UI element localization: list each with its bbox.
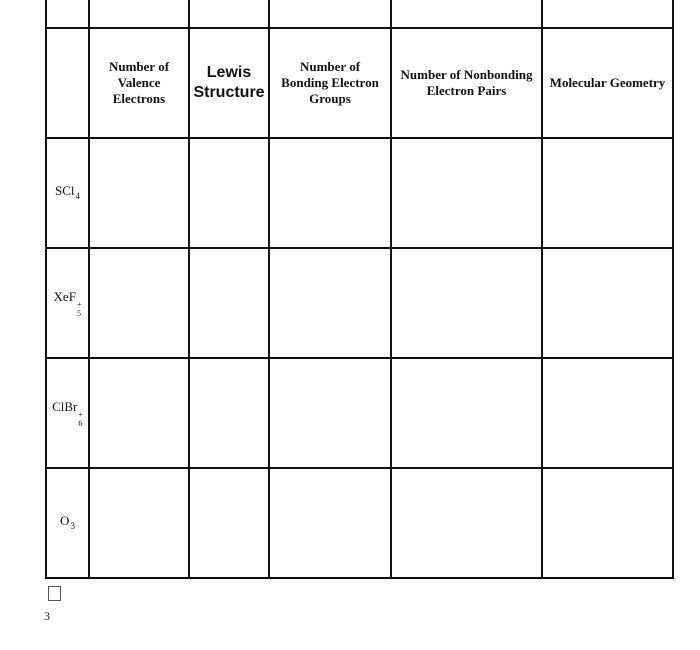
- molecular-geometry-table: [45, 0, 674, 579]
- empty-cell: [269, 0, 391, 28]
- empty-cell: [542, 0, 673, 28]
- empty-cell: [89, 0, 189, 28]
- header-valence-label: Number of Valence Electrons: [108, 59, 170, 106]
- answer-cell[interactable]: [189, 358, 269, 468]
- answer-cell[interactable]: [189, 248, 269, 358]
- table-row: [46, 138, 673, 248]
- molecule-formula: [52, 399, 83, 428]
- answer-cell[interactable]: [89, 248, 189, 358]
- header-bonding-groups: [269, 28, 391, 138]
- answer-cell[interactable]: [542, 138, 673, 248]
- formula-base: XeF: [53, 289, 76, 304]
- header-bonding-label: Number of Bonding Electron Groups: [281, 59, 379, 106]
- formula-subscript: 5: [76, 309, 81, 318]
- answer-cell[interactable]: [542, 358, 673, 468]
- formula-base: O: [60, 513, 70, 528]
- table-row: [46, 248, 673, 358]
- formula-base: SCl: [54, 183, 75, 198]
- formula-subscript: 4: [75, 191, 80, 201]
- answer-cell[interactable]: [269, 468, 391, 578]
- molecule-formula: [60, 513, 75, 534]
- molecule-formula: [54, 289, 82, 318]
- header-geometry-label: Molecular Geometry: [549, 75, 666, 90]
- answer-cell[interactable]: [391, 358, 542, 468]
- answer-cell[interactable]: [391, 138, 542, 248]
- header-lewis-label: Lewis Structure: [193, 64, 265, 101]
- formula-superscript: +: [76, 300, 82, 309]
- answer-cell[interactable]: [189, 138, 269, 248]
- formula-subscript: 3: [70, 521, 75, 531]
- header-nonbonding-pairs: [391, 28, 542, 138]
- answer-cell[interactable]: [189, 468, 269, 578]
- answer-cell[interactable]: [542, 248, 673, 358]
- formula-superscript: +: [78, 410, 83, 419]
- answer-cell[interactable]: [391, 248, 542, 358]
- molecule-cell: [46, 138, 89, 248]
- empty-cell: [46, 0, 89, 28]
- table-row: [46, 468, 673, 578]
- molecule-cell: [46, 358, 89, 468]
- answer-cell[interactable]: [89, 358, 189, 468]
- empty-cell: [189, 0, 269, 28]
- header-valence-electrons: [89, 28, 189, 138]
- formula-subscript: 6: [78, 419, 83, 428]
- header-molecular-geometry: [542, 28, 673, 138]
- answer-cell[interactable]: [89, 138, 189, 248]
- page-number: 3: [44, 609, 50, 623]
- answer-cell[interactable]: [391, 468, 542, 578]
- answer-cell[interactable]: [89, 468, 189, 578]
- header-lewis-structure: [189, 28, 269, 138]
- empty-cell: [391, 0, 542, 28]
- checkbox[interactable]: [48, 586, 61, 601]
- header-nonbonding-label: Number of Nonbonding Electron Pairs: [400, 67, 533, 98]
- table-top-partial-row: [46, 0, 673, 28]
- molecule-cell: [46, 468, 89, 578]
- answer-cell[interactable]: [269, 248, 391, 358]
- molecule-cell: [46, 248, 89, 358]
- answer-cell[interactable]: [542, 468, 673, 578]
- formula-base: ClBr: [52, 399, 78, 414]
- table-row: [46, 358, 673, 468]
- header-corner-cell: [46, 28, 89, 138]
- table-header-row: [46, 28, 673, 138]
- molecule-formula: [55, 183, 80, 204]
- answer-cell[interactable]: [269, 138, 391, 248]
- answer-cell[interactable]: [269, 358, 391, 468]
